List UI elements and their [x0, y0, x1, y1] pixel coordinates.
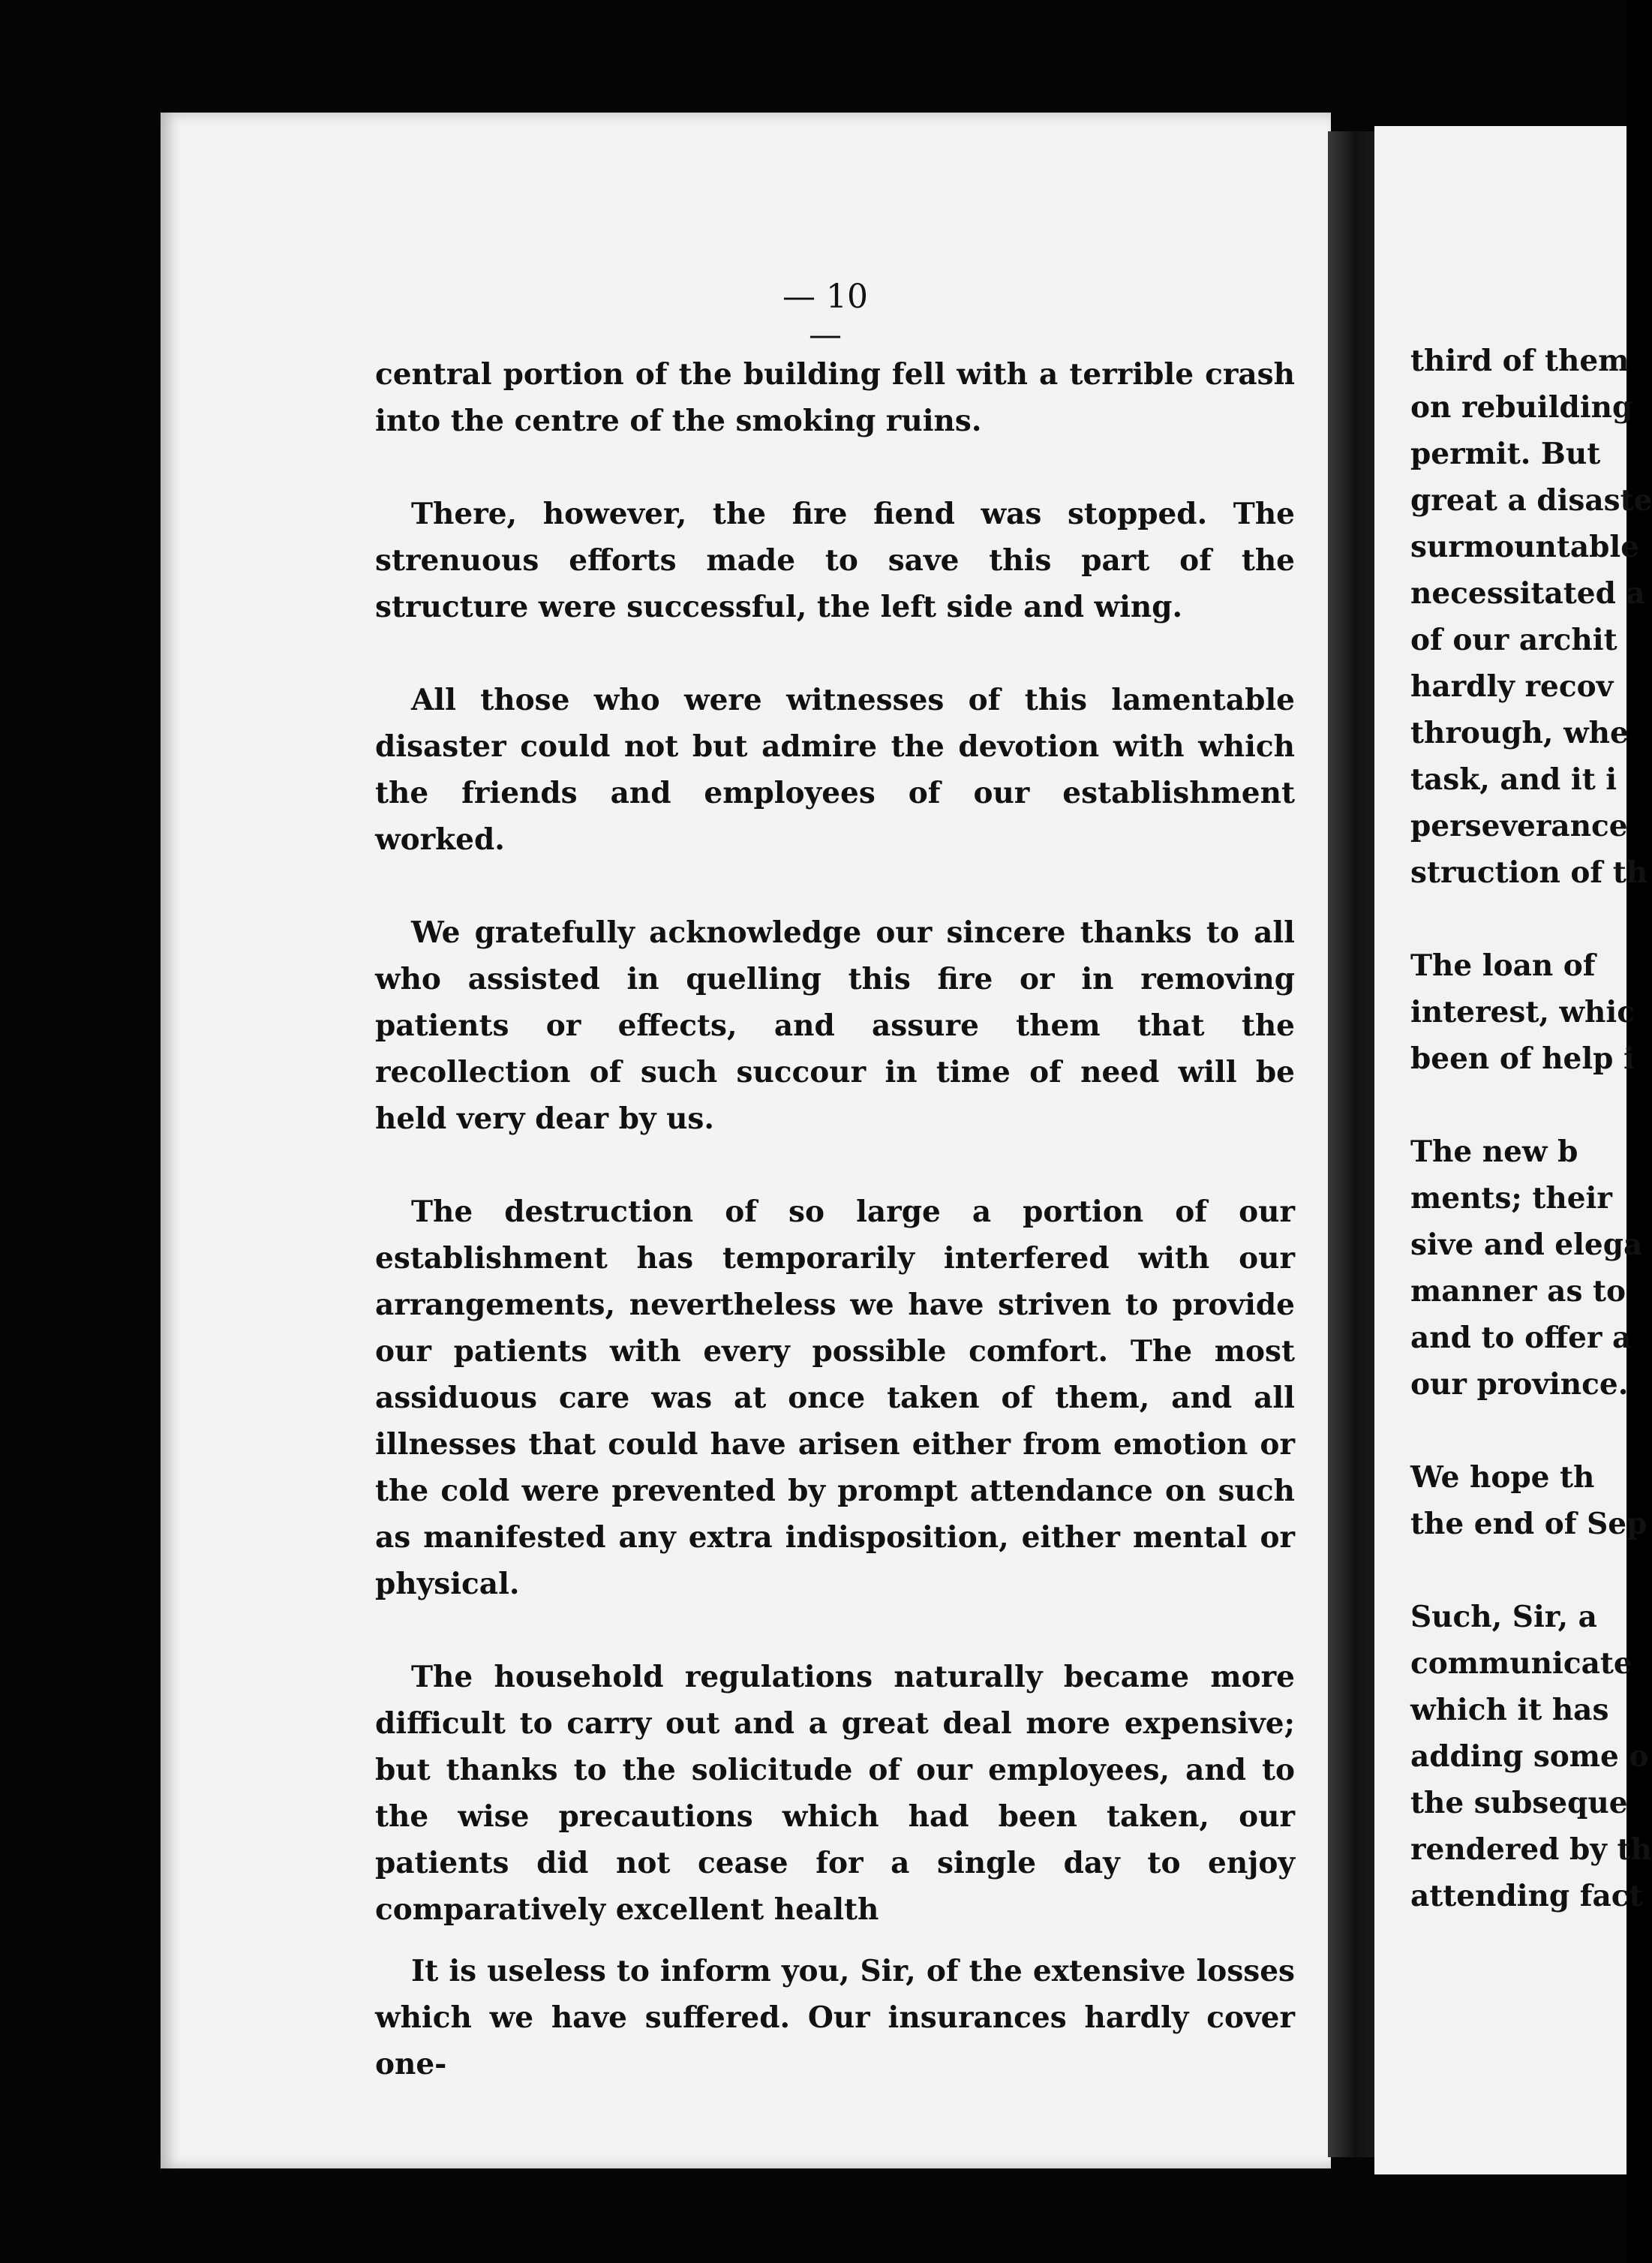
text-line: sive and elega — [1410, 1228, 1643, 1262]
text-line: ments; their — [1410, 1181, 1612, 1216]
text-line: task, and it i — [1410, 762, 1617, 797]
text-line: The new b — [1410, 1135, 1578, 1169]
text-line: third of them — [1410, 344, 1629, 378]
paragraph: The household regulations naturally became more difficult to carry out and a great deal more expensive; but thanks to the solicitude of our employees, and to the wise precautions which had been taken, our patients did not cease for a single day to enjoy comparatively excellent health — [375, 1660, 1295, 1927]
paragraph: We gratefully acknowledge our sincere thanks to all who assisted in quelling this fire or in removing patients or effects, and assure them that the recollection of such succour in time of need will be held very dear by us. — [375, 915, 1295, 1136]
text-line: adding some o — [1410, 1739, 1649, 1774]
text-line: struction of th — [1410, 855, 1648, 890]
text-line: perseverance — [1410, 809, 1628, 843]
text-line: on rebuilding — [1410, 390, 1633, 425]
text-line: hardly recov — [1410, 669, 1614, 704]
text-line: which it has — [1410, 1693, 1609, 1727]
text-line: our province. — [1410, 1367, 1629, 1402]
text-line: rendered by th — [1410, 1832, 1652, 1867]
text-line: The loan of — [1410, 948, 1596, 983]
text-line: communicate — [1410, 1646, 1632, 1681]
text-line: We hope th — [1410, 1460, 1595, 1495]
book-gutter — [1328, 131, 1374, 2157]
left-page-text — [375, 351, 1295, 2134]
page-number: — 10 — — [782, 278, 868, 354]
right-page-text — [1410, 338, 1652, 1919]
paragraph: There, however, the fire fiend was stopped. The strenuous efforts made to save this part of the structure were successful, the left side and wing. — [375, 497, 1295, 624]
text-line: interest, whic — [1410, 995, 1635, 1029]
text-line: Such, Sir, a — [1410, 1600, 1597, 1634]
paragraph: central portion of the building fell with a terrible crash into the centre of the smoking ruins. — [375, 357, 1295, 438]
text-line: the end of Sep — [1410, 1507, 1647, 1541]
paragraph: The destruction of so large a portion of our establishment has temporarily interfered with our arrangements, nevertheless we have striven to provide our patients with every possible comfort. The most assiduous care was at once taken of them, and all illnesses that could have arisen either from emotion or the cold were prevented by prompt attendance on such as manifested any extra indisposition, either mental or physical. — [375, 1195, 1295, 1601]
text-line: necessitated a — [1410, 576, 1645, 611]
text-line: through, whe — [1410, 716, 1629, 750]
paragraph: It is useless to inform you, Sir, of the extensive losses which we have suffered. Our insurances hardly cover one- — [375, 1954, 1295, 2081]
text-line: surmountable — [1410, 530, 1640, 564]
text-line: manner as to — [1410, 1274, 1626, 1309]
text-line: the subseque — [1410, 1786, 1628, 1820]
text-line: been of help i — [1410, 1041, 1635, 1076]
text-line: of our archit — [1410, 623, 1617, 657]
text-line: and to offer a — [1410, 1321, 1632, 1355]
text-line: great a disaste — [1410, 483, 1652, 518]
text-line: attending fact — [1410, 1879, 1643, 1913]
paragraph: All those who were witnesses of this lamentable disaster could not but admire the devotion with which the friends and employees of our establishment worked. — [375, 683, 1295, 857]
text-line: permit. But — [1410, 437, 1601, 471]
